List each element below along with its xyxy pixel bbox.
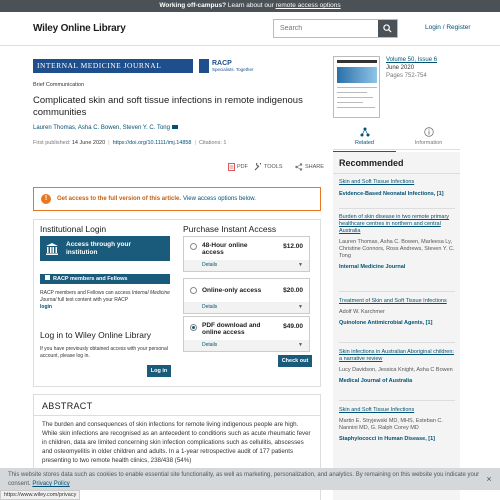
racp-note-text: RACP members and Fellows can access [40,290,132,296]
off-campus-notice [0,0,500,12]
price-pdf: $49.00 [283,323,303,330]
option-48h-line2: access [202,249,224,256]
recommended-item[interactable] [339,407,455,443]
recommended-title[interactable]: Skin and Soft Tissue Infections [339,407,415,413]
checkout-button[interactable]: Check out [278,355,312,367]
details-toggle-online[interactable] [184,302,309,313]
recommended-title[interactable]: Burden of skin disease in two remote primary healthcare centres in northern and central Australia [339,214,450,234]
status-bar-url: https://www.wiley.com/privacy [0,490,80,500]
purchase-heading: Purchase Instant Access [183,224,277,234]
journal-name: INTERNAL MEDICINE JOURNAL [33,59,193,73]
racp-note-end: full text content with your RACP [56,297,129,303]
doi-link[interactable]: https://doi.org/10.1111/imj.14858 [112,140,192,146]
first-published-date: 14 June 2020 [71,140,106,146]
wol-login-heading: Log in to Wiley Online Library [40,330,152,340]
abstract-divider [34,415,320,416]
info-icon [424,127,434,137]
recommended-title[interactable]: Skin infections in Australian Aboriginal children: a narrative review [339,349,454,362]
cookie-banner [0,468,500,490]
tab-related[interactable] [333,127,396,146]
radio-pdf-selected[interactable] [190,324,197,331]
publication-info: First published: 14 June 2020 | https://doi.org/10.1111/imj.14858 | Citations: 1 [33,140,227,146]
racp-note-journal: Internal Medicine Journal [40,290,170,303]
radio-online[interactable] [190,287,197,294]
purchase-option-online[interactable] [183,278,310,314]
recommended-item[interactable] [339,179,455,198]
share-label: SHARE [305,164,324,170]
institutional-login-heading: Institutional Login [40,224,107,234]
envelope-icon[interactable] [172,125,178,129]
racp-button-label: RACP members and Fellows [53,276,128,282]
access-notice [33,187,321,211]
journal-cover-image[interactable] [333,56,380,118]
chevron-down-icon: ▼ [298,304,303,310]
recommended-source: Evidence-Based Neonatal Infections, [1] [339,191,444,197]
price-online: $20.00 [283,287,303,294]
access-notice-text: Get access to the full version of this article. [57,196,182,202]
institution-icon [46,243,58,255]
recommended-source: Internal Medicine Journal [339,264,406,270]
search-box [273,19,398,38]
recommended-panel [333,152,460,500]
site-header [0,12,500,46]
login-button[interactable]: Log in [147,365,171,377]
author-list[interactable]: Lauren Thomas, Asha C. Bowen, Steven Y. C. Tong [33,125,170,131]
access-options-link[interactable]: View access options below. [183,196,256,202]
wol-login-note: If you have previously obtained access with your personal account, please log in. [40,346,168,359]
details-toggle-48h[interactable] [184,260,309,271]
tab-related-label: Related [355,140,374,146]
recommended-item[interactable] [339,214,455,271]
recommended-authors: Adolf W. Karchmer [339,309,385,315]
recommended-heading: Recommended [339,158,404,168]
search-icon [383,24,392,33]
option-48h-line1: 48-Hour online [202,242,248,249]
related-icon [360,127,370,137]
article-title: Complicated skin and soft tissue infections in remote indigenous communities [33,95,303,118]
first-published-label: First published: [33,140,71,146]
search-input[interactable] [274,20,370,37]
recommended-item[interactable] [339,298,455,327]
option-pdf-line2: online access [202,329,245,336]
privacy-policy-link[interactable]: Privacy Policy [32,481,70,487]
institution-button-line2: institution [66,248,98,256]
racp-login-button[interactable] [40,274,170,284]
share-menu[interactable] [295,163,324,171]
notice-bold: Working off-campus? [159,2,227,9]
search-button[interactable] [378,20,397,37]
details-toggle-pdf[interactable] [184,340,309,351]
issue-info [386,56,437,80]
abstract-text: The burden and consequences of skin infections for remote living indigenous people are high. While skin infections are recognised as an antecedent to conditions such as acute rheumatic fever in children, data are limited concerning skin infection complications such as cellulitis, abscesses and osteomyelitis in older children and adults. In a 1-year retrospective audit of 177 patients presenting to two remote health clinics, 238/438 (54%) [42,421,311,464]
issue-date: June 2020 [386,65,415,71]
option-pdf-line1: PDF download and [202,322,261,329]
recommended-item[interactable] [339,349,455,385]
institution-access-button[interactable] [40,236,170,261]
tools-menu[interactable] [254,163,283,171]
tab-information[interactable] [397,127,460,146]
recommended-source: Staphylococci in Human Disease, [1] [339,436,435,442]
racp-tagline: Specialists. Together [212,67,254,72]
login-register-link[interactable]: Login / Register [425,24,471,31]
volume-issue-link[interactable]: Volume 50, Issue 6 [386,57,438,63]
notice-text: Learn about our [226,2,276,9]
details-label: Details [202,304,218,310]
purchase-option-pdf[interactable] [183,316,310,352]
institution-button-line1: Access through your [66,240,132,248]
remote-access-link[interactable]: remote access options [275,2,341,9]
abstract-heading: ABSTRACT [42,401,93,411]
pdf-tool[interactable] [228,163,248,171]
wiley-logo[interactable]: Wiley Online Library [33,23,126,34]
racp-name: RACP [212,60,232,67]
journal-banner[interactable] [33,56,273,76]
citations-count[interactable]: Citations: 1 [198,140,227,146]
issue-pages: Pages 752-754 [386,73,427,79]
price-48h: $12.00 [283,243,303,250]
tools-label: TOOLS [264,164,283,170]
share-icon [295,163,303,171]
recommended-authors: Lucy Davidson, Jessica Knight, Asha C Bowen [339,367,453,373]
radio-48h[interactable] [190,243,197,250]
cookie-text: This website stores data such as cookies to enable essential site functionality, as well as marketing, personalization, and analytics. By remaining on this website you indicate your consent. [8,472,480,487]
racp-small-icon [45,275,50,280]
wrench-icon [254,163,262,171]
recommended-authors: Lauren Thomas, Asha C. Bowen, Marleesa Ly, Christine Connors, Ross Andrews, Steven Y. C. Tong [339,239,455,259]
recommended-authors: Martin E. Stryjewski MD, MHS, Esteban C. Nannini MD, G. Ralph Corey MD [339,418,443,431]
recommended-source: Quinolone Antimicrobial Agents, [1] [339,320,433,326]
racp-login-link[interactable]: login [40,304,52,310]
alert-icon: ! [41,194,51,204]
pdf-label: PDF [237,164,248,170]
pdf-icon [228,163,235,171]
article-authors [33,125,178,131]
racp-note [40,290,172,311]
option-online-line1: Online-only access [202,287,262,294]
access-panel [33,219,321,387]
details-label: Details [202,342,218,348]
recommended-title[interactable]: Treatment of Skin and Soft Tissue Infections [339,298,447,304]
tab-information-label: Information [414,140,443,146]
recommended-title[interactable]: Skin and Soft Tissue Infections [339,179,415,185]
racp-logo [199,59,253,73]
purchase-option-48h[interactable] [183,236,310,272]
chevron-down-icon: ▼ [298,262,303,268]
chevron-down-icon: ▼ [298,342,303,348]
close-icon[interactable]: × [486,474,492,484]
recommended-source: Medical Journal of Australia [339,378,413,384]
article-type: Brief Communication [33,82,85,88]
details-label: Details [202,262,218,268]
sidebar-tabs [333,124,460,150]
racp-mark-icon [199,59,209,73]
